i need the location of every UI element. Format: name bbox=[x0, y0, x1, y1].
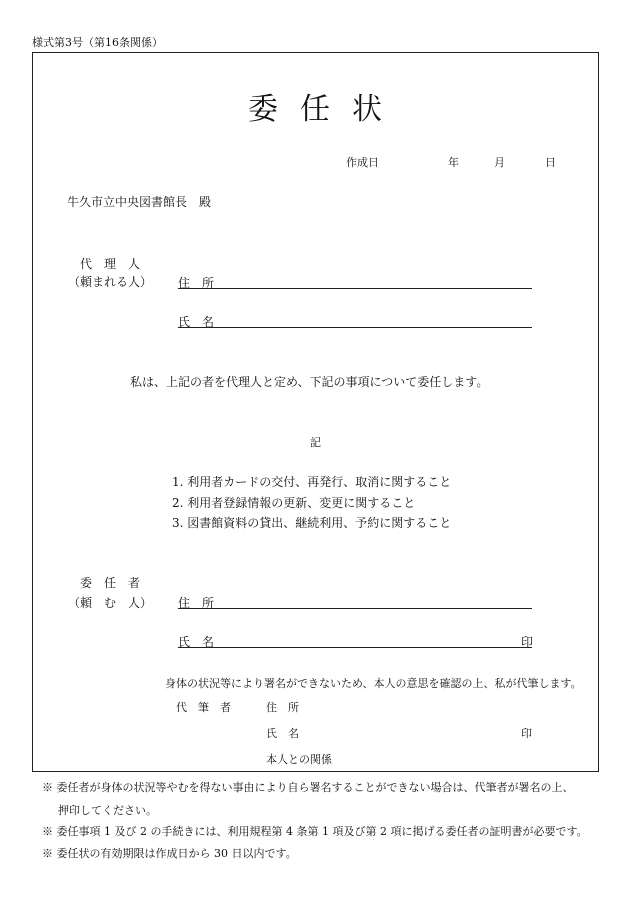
addressee: 牛久市立中央図書館長 殿 bbox=[67, 195, 212, 209]
document-title: 委任状 bbox=[248, 92, 404, 127]
statement: 私は、上記の者を代理人と定め、下記の事項について委任します。 bbox=[130, 375, 489, 389]
principal-name-label: 氏 名 bbox=[178, 635, 215, 649]
agent-name-label: 氏 名 bbox=[178, 315, 215, 329]
date-year: 年 bbox=[448, 156, 459, 169]
principal-sublabel: （頼 む 人） bbox=[68, 596, 153, 610]
item-2: 2. 利用者登録情報の更新、変更に関すること bbox=[172, 496, 416, 510]
note-1: ※ 委任者が身体の状況等やむを得ない事由により自ら署名することができない場合は、代筆者が署名の上、 bbox=[42, 781, 574, 794]
proxy-name-label: 氏 名 bbox=[266, 727, 299, 740]
date-label: 作成日 bbox=[346, 156, 379, 169]
proxy-note: 身体の状況等により署名ができないため、本人の意思を確認の上、私が代筆します。 bbox=[165, 677, 582, 690]
agent-sublabel: （頼まれる人） bbox=[68, 275, 153, 289]
proxy-seal: 印 bbox=[521, 727, 532, 740]
agent-address-field[interactable] bbox=[178, 288, 532, 289]
proxy-label: 代 筆 者 bbox=[176, 701, 231, 714]
item-3: 3. 図書館資料の貸出、継続利用、予約に関すること bbox=[172, 516, 452, 530]
agent-name-field[interactable] bbox=[178, 327, 532, 328]
principal-address-field[interactable] bbox=[178, 608, 532, 609]
principal-address-label: 住 所 bbox=[178, 596, 215, 610]
agent-address-label: 住 所 bbox=[178, 276, 215, 290]
item-1: 1. 利用者カードの交付、再発行、取消に関すること bbox=[172, 475, 452, 489]
principal-name-field[interactable] bbox=[178, 647, 532, 648]
note-2: ※ 委任事項 1 及び 2 の手続きには、利用規程第 4 条第 1 項及び第 2 項に掲げる委任者の証明書が必要です。 bbox=[42, 825, 588, 838]
principal-seal: 印 bbox=[521, 635, 534, 649]
form-frame bbox=[32, 52, 599, 772]
principal-label: 委 任 者 bbox=[80, 576, 141, 590]
note-3: ※ 委任状の有効期限は作成日から 30 日以内です。 bbox=[42, 847, 297, 860]
proxy-relation-label: 本人との関係 bbox=[266, 753, 332, 766]
form-id: 様式第3号（第16条関係） bbox=[32, 36, 163, 49]
date-month: 月 bbox=[494, 156, 505, 169]
ki-heading: 記 bbox=[310, 436, 321, 449]
proxy-address-label: 住 所 bbox=[266, 701, 299, 714]
date-day: 日 bbox=[545, 156, 556, 169]
agent-label: 代 理 人 bbox=[80, 257, 141, 271]
note-1-cont: 押印してください。 bbox=[58, 804, 157, 817]
